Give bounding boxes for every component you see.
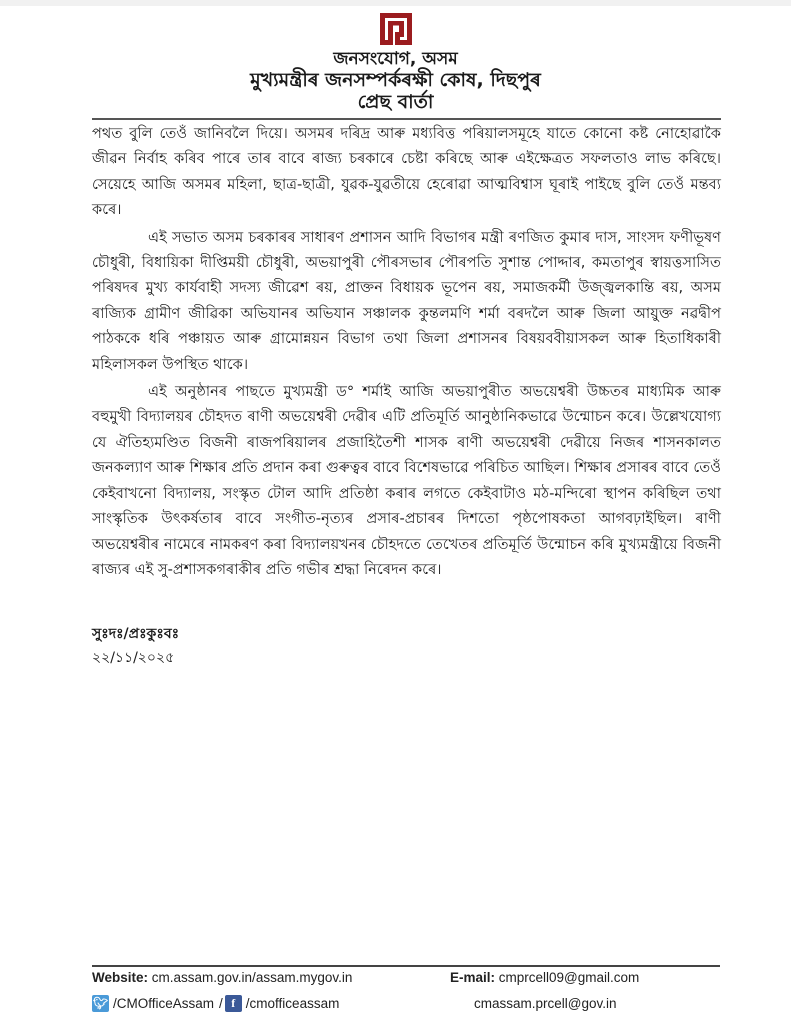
document-type: প্ৰেছ বাৰ্তা	[357, 91, 434, 113]
twitter-icon[interactable]: 🐦︎	[92, 996, 109, 1010]
office-name: মুখ্যমন্ত্ৰীৰ জনসম্পৰ্কৰক্ষী কোষ, দিছপুৰ	[250, 69, 541, 91]
footer-email	[450, 970, 639, 985]
press-release-body	[92, 121, 721, 584]
body-paragraph: এই সভাত অসম চৰকাৰৰ সাধাৰণ প্ৰশাসন আদি বিভাগৰ মন্ত্ৰী ৰণজিত কুমাৰ দাস, সাংসদ ফণীভূষণ চৌধুৰী, বিধায়িকা দীপ্তিময়ী চৌধুৰী, অভয়াপুৰী পৌৰসভাৰ পৌৰপতি সুশান্ত পোদ্দাৰ, কমতাপুৰ স্বায়ত্তসাসিত পৰিষদৰ মুখ্য কাৰ্যবাহী সদস্য জীৱেশ ৰয়, প্ৰাক্তন বিধায়ক ভূপেন ৰয়, সমাজকৰ্মী উজ্জ্বলকান্তি ৰয়, অসম ৰাজ্যিক গ্ৰামীণ জীৱিকা অভিযানৰ অভিযান সঞ্চালক কুন্তলমণি শৰ্মা বৰদলৈ আৰু জিলা আয়ুক্ত নৱদ্বীপ পাঠককে ধৰি পঞ্চায়ত আৰু গ্ৰামোন্নয়ন বিভাগ তথা জিলা প্ৰশাসনৰ বিষয়ববীয়াসকল আৰু হিতাধিকাৰী মহিলাসকল উপস্থিত থাকে।	[92, 228, 721, 373]
facebook-handle[interactable]: /cmofficeassam	[245, 996, 340, 1011]
release-date: ২২/১১/২০২৫	[92, 650, 175, 666]
website-label: Website:	[92, 970, 149, 985]
website-link[interactable]: cm.assam.gov.in/assam.mygov.in	[151, 970, 353, 985]
twitter-handle[interactable]: /CMOfficeAssam	[113, 996, 215, 1011]
body-paragraph: পথত বুলি তেওঁ জানিবলৈ দিয়ে। অসমৰ দৰিদ্ৰ আৰু মধ্যবিত্ত পৰিয়ালসমূহে যাতে কোনো কষ্ট নোহোৱাকৈ জীৱন নিৰ্বাহ কৰিব পাৰে তাৰ বাবে ৰাজ্য চৰকাৰে চেষ্টা কৰিছে আৰু এইক্ষেত্ৰত সফলতাও লাভ কৰিছে। সেয়েহে আজি অসমৰ মহিলা, ছাত্ৰ-ছাত্ৰী, যুৱক-যুৱতীয়ে হেৰোৱা আত্মবিশ্বাস ঘূৰাই পাইছে বুলি তেওঁ মন্তব্য কৰে।	[92, 125, 721, 219]
facebook-icon[interactable]: f	[225, 995, 242, 1012]
footer-email-secondary	[474, 996, 617, 1011]
reference-code: সুঃদঃ/প্ৰঃকুঃবঃ	[92, 626, 180, 642]
footer-social	[92, 995, 339, 1012]
letterhead	[0, 12, 791, 113]
org-name: জনসংযোগ, অসম	[333, 49, 458, 69]
signature-block	[92, 622, 179, 670]
email-label: E-mail:	[450, 970, 496, 985]
footer-divider	[92, 965, 720, 967]
email-primary[interactable]: cmprcell09@gmail.com	[498, 970, 640, 985]
header-divider	[92, 118, 721, 120]
email-secondary[interactable]: cmassam.prcell@gov.in	[474, 996, 617, 1011]
body-paragraph: এই অনুষ্ঠানৰ পাছতে মুখ্যমন্ত্ৰী ড° শৰ্মাই আজি অভয়াপুৰীত অভয়েশ্বৰী উচ্চতৰ মাধ্যমিক আৰু বহুমুখী বিদ্যালয়ৰ চৌহদত ৰাণী অভয়েশ্বৰী দেৱীৰ এটি প্ৰতিমূৰ্তি আনুষ্ঠানিকভাৱে উন্মোচন কৰে। উল্লেখযোগ্য যে ঐতিহ্যমণ্ডিত বিজনী ৰাজপৰিয়ালৰ প্ৰজাহিতৈশী শাসক ৰাণী অভয়েশ্বৰী দেৱীয়ে নিজৰ শাসনকালত জনকল্যাণ আৰু শিক্ষাৰ প্ৰতি প্ৰদান কৰা গুৰুত্বৰ বাবে বিশেষভাৱে পৰিচিত আছিল। শিক্ষাৰ প্ৰসাৰৰ বাবে তেওঁ কেইবাখনো বিদ্যালয়, সংস্কৃত টোল আদি প্ৰতিষ্ঠা কৰাৰ লগতে কেইবাটাও মঠ-মন্দিৰো স্থাপন কৰিছিল তথা সাংস্কৃতিক উৎকৰ্ষতাৰ বাবে সংগীত-নৃত্যৰ প্ৰসাৰ-প্ৰচাৰৰ দিশতো পৃষ্ঠপোষকতা আগবঢ়াইছিল। ৰাণী অভয়েশ্বৰীৰ নামেৰে নামকৰণ কৰা বিদ্যালয়খনৰ চৌহদতে তেখেতৰ প্ৰতিমূৰ্তি উন্মোচন কৰি মুখ্যমন্ত্ৰীয়ে বিজনী ৰাজ্যৰ এই সু-প্ৰশাসকগৰাকীৰ প্ৰতি গভীৰ শ্ৰদ্ধা নিৰেদন কৰে।	[92, 383, 721, 578]
social-separator: /	[219, 996, 223, 1011]
footer-website	[92, 970, 352, 985]
top-shade	[0, 0, 791, 6]
jansanyog-logo-icon	[379, 12, 413, 46]
